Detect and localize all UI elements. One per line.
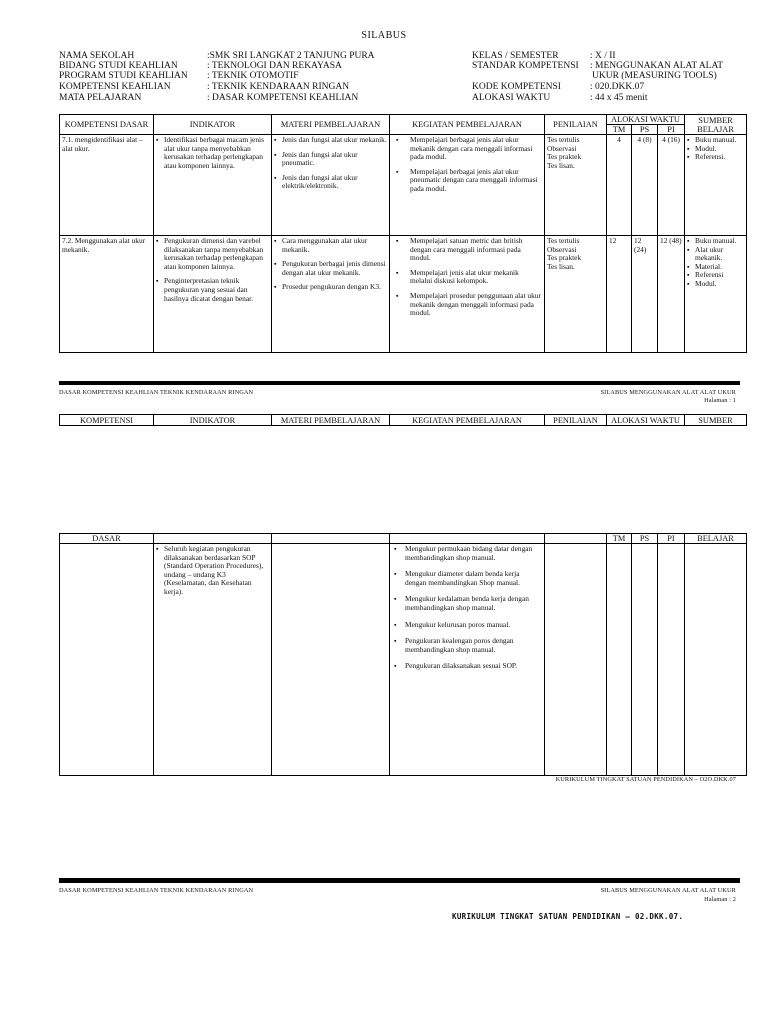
penilaian-cell: [545, 544, 607, 776]
header-right-value-4: : 020.DKK.07: [590, 82, 645, 92]
header-left-value-5: : DASAR KOMPETENSI KEAHLIAN: [207, 93, 359, 103]
header-left-label-4: KOMPETENSI KEAHLIAN: [59, 82, 171, 92]
indikator-cell: [154, 544, 272, 776]
list-item: ▪ Cara menggunakan alat ukur mekanik.: [274, 237, 387, 254]
list-item: ▪ Modul.: [687, 280, 744, 289]
materi-cell: [272, 544, 390, 776]
list-item: ▪ Penginterpretasian teknik pengukuran yang sesuai dan hasilnya dicatat dengan benar.: [156, 277, 269, 303]
header-dasar: DASAR: [60, 534, 154, 544]
ps-cell: [632, 544, 658, 776]
indikator-cell: [154, 236, 272, 353]
kegiatan-cell: [390, 236, 545, 353]
tm-cell: 4: [607, 135, 632, 236]
header-left-label-5: MATA PELAJARAN: [59, 93, 142, 103]
header-right-value-2b: UKUR (MEASURING TOOLS): [592, 71, 717, 81]
table-row: [60, 135, 747, 236]
sumber-cell: [685, 236, 747, 353]
header-kompetensi: KOMPETENSI: [60, 415, 154, 426]
header-right-value-1: : X / II: [590, 51, 616, 61]
table-row: [60, 544, 747, 776]
table-row: [60, 236, 747, 353]
list-item: ▪ Mengukur permukaan bidang datar dengan membandingkan shop manual.: [394, 545, 542, 562]
header-pi: PI: [658, 534, 685, 544]
header-right-value-2: : MENGGUNAKAN ALAT ALAT: [590, 61, 724, 71]
list-item: ▪ Buku manual.: [687, 237, 744, 246]
kompetensi-cell: 7.1. mengidentifikasi alat – alat ukur.: [60, 135, 154, 236]
list-item: ▪ Pengukuran berbagai jenis dimensi dengan alat ukur mekanik.: [274, 260, 387, 277]
tm-cell: [607, 544, 632, 776]
list-item: ▪ Seluruh kegiatan pengukuran dilaksanakan berdasarkan SOP (Standard Operation Procedures), undang – undang K3 (Keselamatan, dan Kesehatan kerja).: [156, 545, 269, 597]
page-number-2: Halaman : 2: [704, 896, 736, 903]
materi-cell: [272, 236, 390, 353]
list-item: ▪ Referensi.: [687, 153, 744, 162]
list-item: ▪ Jenis dan fungsi alat ukur elektrik/elektronik.: [274, 174, 387, 191]
penilaian-item: Observasi: [547, 244, 577, 254]
header-empty: [272, 534, 390, 544]
list-item: ▪ Mengukur kelurusan poros manual.: [394, 621, 542, 630]
list-item: ▪ Mempelajari satuan metric dan british dengan cara menggali informasi pada modul.: [396, 237, 542, 263]
header-left-value-4: : TEKNIK KENDARAAN RINGAN: [207, 82, 350, 92]
header-indikator: INDIKATOR: [154, 115, 272, 135]
kurikulum-note-2: KURIKULUM TINGKAT SATUAN PENDIDIKAN – 02.DKK.07.: [452, 912, 684, 921]
header-penilaian: PENILAIAN: [545, 415, 607, 426]
header-right-label-2: STANDAR KOMPETENSI: [472, 61, 579, 71]
list-item: ▪ Mengukur kedalaman benda kerja dengan membandingkan shop manual.: [394, 595, 542, 612]
list-item: ▪ Mempelajari prosedur penggunaan alat ukur mekanik dengan menggali informasi pada modul.: [396, 292, 542, 318]
penilaian-item: Tes lisan.: [547, 261, 575, 271]
header-materi: MATERI PEMBELAJARAN: [272, 115, 390, 135]
penilaian-cell: [545, 135, 607, 236]
header-left-value-2: : TEKNOLOGI DAN REKAYASA: [207, 61, 342, 71]
kegiatan-cell: [390, 544, 545, 776]
header-sumber-belajar: SUMBER BELAJAR: [685, 115, 747, 135]
header-tm: TM: [607, 125, 632, 135]
page-number-1: Halaman : 1: [704, 397, 736, 404]
list-item: ▪ Pengukuran kealengan poros dengan membandingkan shop manual.: [394, 637, 542, 654]
indikator-cell: [154, 135, 272, 236]
header-kegiatan: KEGIATAN PEMBELAJARAN: [390, 415, 545, 426]
header-left-label-2: BIDANG STUDI KEAHLIAN: [59, 61, 178, 71]
header-left-label-1: NAMA SEKOLAH: [59, 51, 135, 61]
syllabus-table-3: [59, 533, 747, 776]
header-alokasi-waktu: ALOKASI WAKTU: [607, 115, 685, 125]
sumber-cell: [685, 135, 747, 236]
header-left-value-3: : TEKNIK OTOMOTIF: [207, 71, 299, 81]
list-item: ▪ Material.: [687, 263, 744, 272]
syllabus-table-1: [59, 114, 747, 353]
kegiatan-cell: [390, 135, 545, 236]
ps-cell: 4 (8): [632, 135, 658, 236]
list-item: ▪ Buku manual.: [687, 136, 744, 145]
tm-cell: 12: [607, 236, 632, 353]
list-item: ▪ Mempelajari berbagai jenis alat ukur pneumatic dengan cara menggali informasi pada modul.: [396, 168, 542, 194]
header-ps: PS: [632, 125, 658, 135]
list-item: ▪ Jenis dan fungsi alat ukur mekanik.: [274, 136, 387, 145]
header-empty: [390, 534, 545, 544]
header-left-value-1: :SMK SRI LANGKAT 2 TANJUNG PURA: [207, 51, 375, 61]
list-item: ▪ Referensi: [687, 271, 744, 280]
list-item: ▪ Pengukuran dilaksanakan sesuai SOP.: [394, 662, 542, 671]
header-indikator: INDIKATOR: [154, 415, 272, 426]
header-right-label-4: KODE KOMPETENSI: [472, 82, 561, 92]
header-ps: PS: [632, 534, 658, 544]
header-materi: MATERI PEMBELAJARAN: [272, 415, 390, 426]
header-empty: [154, 534, 272, 544]
header-right-label-5: ALOKASI WAKTU: [472, 93, 551, 103]
list-item: ▪ Identifikasi berbagai macam jenis alat ukur tanpa menyebabkan kerusakan terhadap perlengkapan atau komponen lainnya.: [156, 136, 269, 170]
sumber-cell: [685, 544, 747, 776]
list-item: ▪ Prosedur pengukuran dengan K3.: [274, 283, 387, 292]
footer-left-1: DASAR KOMPETENSI KEAHLIAN TEKNIK KENDARAAN RINGAN: [59, 389, 254, 396]
penilaian-item: Tes praktek: [547, 253, 582, 263]
header-belajar: BELAJAR: [685, 534, 747, 544]
header-sumber: SUMBER: [685, 415, 747, 426]
pi-cell: 12 (48): [658, 236, 685, 353]
header-kompetensi-dasar: KOMPETENSI DASAR: [60, 115, 154, 135]
kurikulum-note-1: KURIKULUM TINGKAT SATUAN PENDIDIKAN – O2O.DKK.07: [555, 776, 736, 783]
penilaian-item: Tes tertulis: [547, 236, 580, 245]
header-left-label-3: PROGRAM STUDI KEAHLIAN: [59, 71, 188, 81]
penilaian-item: Tes praktek: [547, 152, 582, 162]
header-right-value-5: : 44 x 45 menit: [590, 93, 648, 103]
list-item: ▪ Mempelajari berbagai jenis alat ukur mekanik dengan cara menggali informasi pada modul.: [396, 136, 542, 162]
pi-cell: [658, 544, 685, 776]
header-empty: [545, 534, 607, 544]
footer-rule-1: [59, 381, 740, 385]
penilaian-item: Tes tertulis: [547, 135, 580, 144]
list-item: ▪ Jenis dan fungsi alat ukur pneumatic.: [274, 151, 387, 168]
header-pi: PI: [658, 125, 685, 135]
penilaian-item: Tes lisan.: [547, 160, 575, 170]
syllabus-table-2: [59, 414, 747, 426]
list-item: ▪ Alat ukur mekanik.: [687, 246, 744, 263]
document-title: SILABUS: [361, 30, 407, 41]
list-item: ▪ Modul.: [687, 145, 744, 154]
header-penilaian: PENILAIAN: [545, 115, 607, 135]
header-alokasi-waktu: ALOKASI WAKTU: [607, 415, 685, 426]
footer-left-2: DASAR KOMPETENSI KEAHLIAN TEKNIK KENDARAAN RINGAN: [59, 887, 254, 894]
header-right-label-1: KELAS / SEMESTER: [472, 51, 559, 61]
ps-cell: 12 (24): [632, 236, 658, 353]
footer-right-1: SILABUS MENGGUNAKAN ALAT ALAT UKUR: [600, 389, 736, 396]
list-item: ▪ Pengukuran dimensi dan varebel dilaksanakan tanpa menyebabkan kerusakan terhadap perlengkapan atau komponen lainnya.: [156, 237, 269, 271]
kompetensi-cell: [60, 544, 154, 776]
header-tm: TM: [607, 534, 632, 544]
penilaian-item: Observasi: [547, 143, 577, 153]
header-kegiatan: KEGIATAN PEMBELAJARAN: [390, 115, 545, 135]
list-item: ▪ Mengukur diameter dalam benda kerja dengan membandingkan Shop manual.: [394, 570, 542, 587]
materi-cell: [272, 135, 390, 236]
penilaian-cell: [545, 236, 607, 353]
pi-cell: 4 (16): [658, 135, 685, 236]
kompetensi-cell: 7.2. Menggunakan alat ukur mekanik.: [60, 236, 154, 353]
list-item: ▪ Mempelajari jenis alat ukur mekanik melalui diskusi kelompok.: [396, 269, 542, 286]
footer-right-2: SILABUS MENGGUNAKAN ALAT ALAT UKUR: [600, 887, 736, 894]
footer-rule-2: [59, 878, 740, 883]
